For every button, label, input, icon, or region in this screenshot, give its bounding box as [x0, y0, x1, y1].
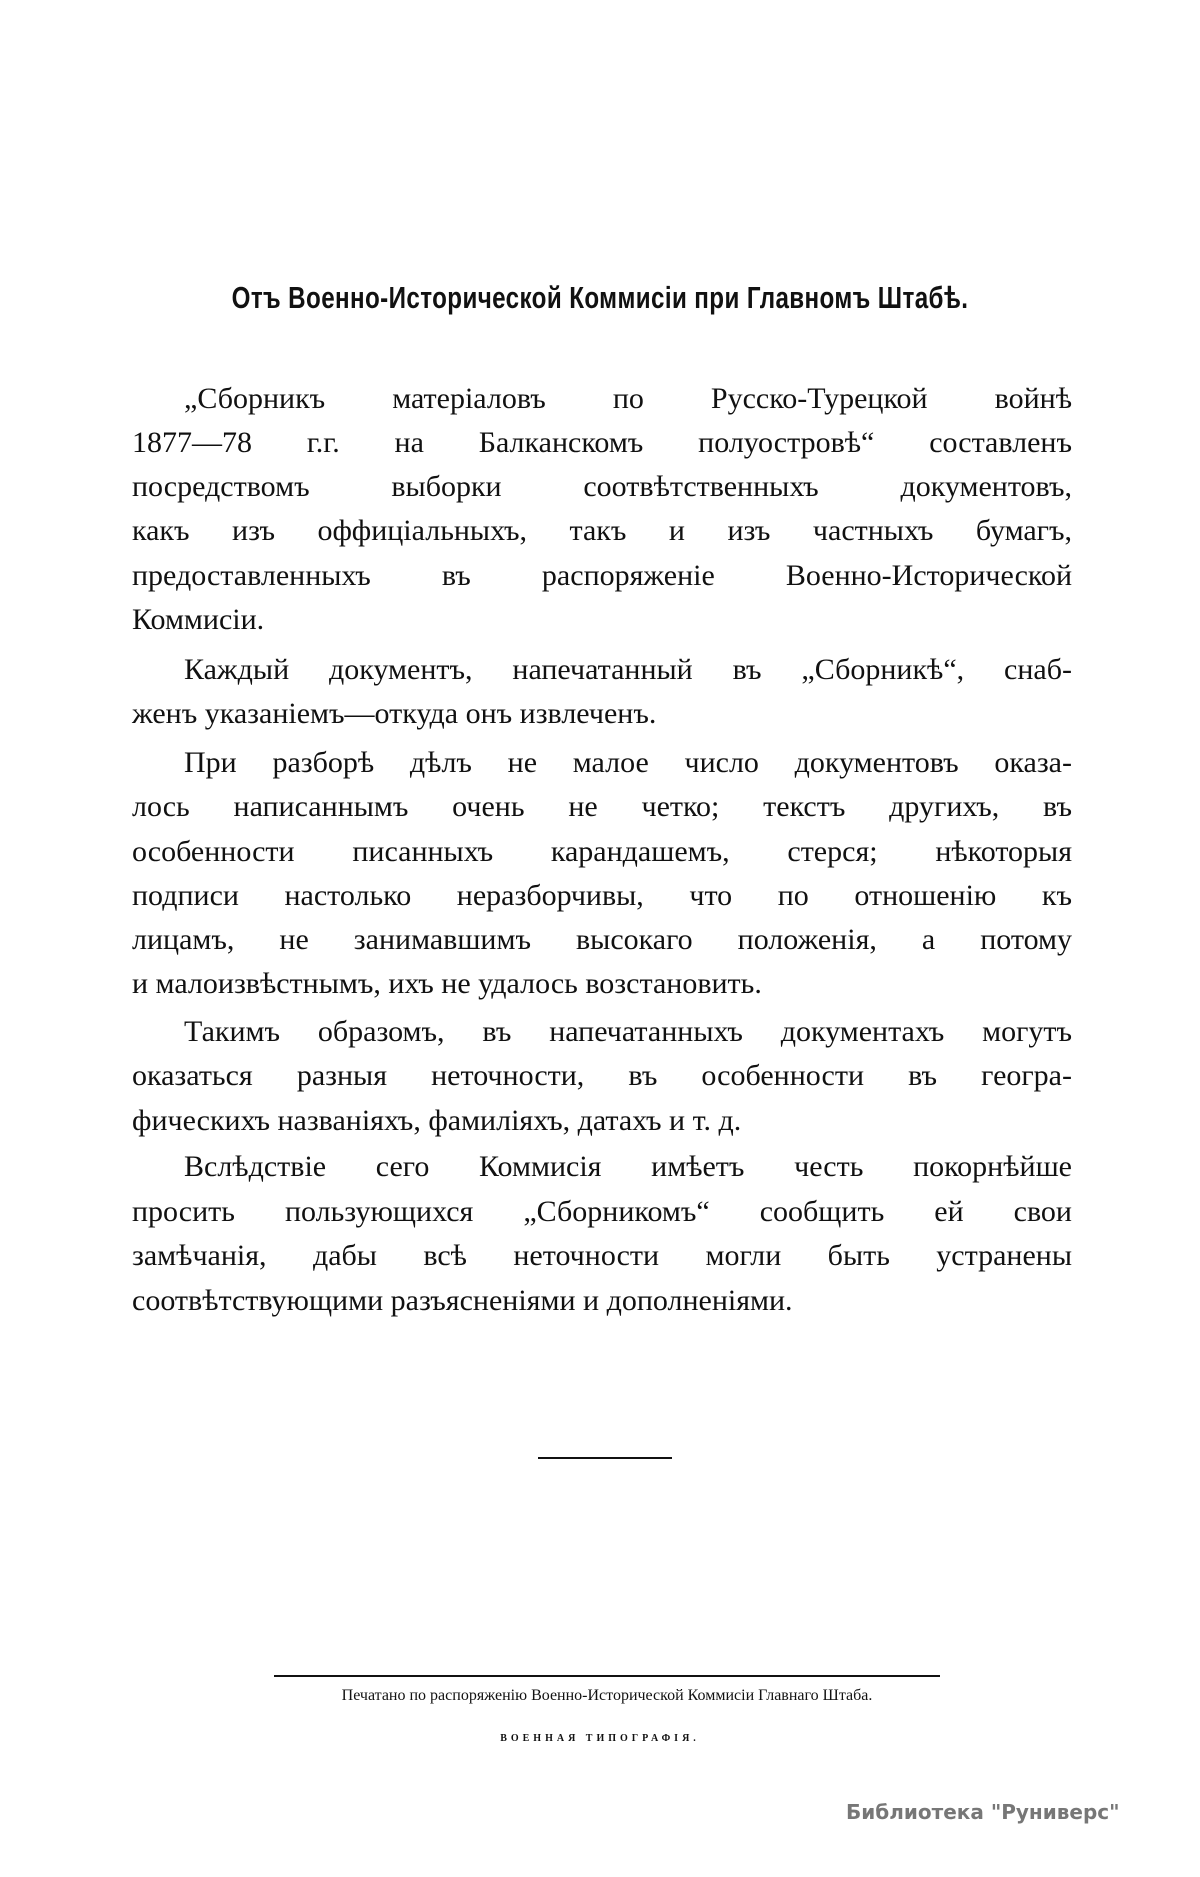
paragraph-4-line: Такимъ образомъ, въ напечатанныхъ документахъ могутъ	[184, 1015, 1072, 1048]
paragraph-1-line: посредствомъ выборки соотвѣтственныхъ документовъ,	[132, 470, 1072, 503]
paragraph-1-line: 1877—78 г.г. на Балканскомъ полуостровѣ“ составленъ	[132, 426, 1072, 459]
paragraph-5-line: просить пользующихся „Сборникомъ“ сообщить ей свои	[132, 1195, 1072, 1228]
footer-imprint: Печатано по распоряженію Военно-Исторической Коммисіи Главнаго Штаба.	[341, 1687, 873, 1704]
paragraph-2-line: Каждый документъ, напечатанный въ „Сборникѣ“, снаб-	[184, 653, 1072, 686]
paragraph-4-line: оказаться разныя неточности, въ особенности въ геогра-	[132, 1059, 1072, 1092]
footer-rule	[274, 1675, 940, 1677]
paragraph-1-line: какъ изъ оффиціальныхъ, такъ и изъ частныхъ бумагъ,	[132, 514, 1072, 547]
paragraph-1-line: предоставленныхъ въ распоряженіе Военно-Исторической	[132, 559, 1072, 592]
paragraph-1-line: „Сборникъ матеріаловъ по Русско-Турецкой войнѣ	[184, 382, 1072, 415]
footer-press: ВОЕННАЯ ТИПОГРАФІЯ.	[500, 1733, 700, 1744]
paragraph-1-line: Коммисіи.	[132, 603, 265, 636]
paragraph-3-line: лось написаннымъ очень не четко; текстъ другихъ, въ	[132, 790, 1072, 823]
paragraph-3-line: и малоизвѣстнымъ, ихъ не удалось возстановить.	[132, 967, 762, 1000]
paragraph-3-line: лицамъ, не занимавшимъ высокаго положенія, а потому	[132, 923, 1072, 956]
paragraph-5-line: соотвѣтствующими разъясненіями и дополненіями.	[132, 1284, 793, 1317]
paragraph-2-line: женъ указаніемъ—откуда онъ извлеченъ.	[132, 697, 657, 730]
paragraph-5-line: Вслѣдствіе сего Коммисія имѣетъ честь покорнѣйше	[184, 1150, 1072, 1183]
paragraph-3-line: особенности писанныхъ карандашемъ, стерся; нѣкоторыя	[132, 835, 1072, 868]
paragraph-3-line: При разборѣ дѣлъ не малое число документовъ оказа-	[184, 746, 1072, 779]
page-title: Отъ Военно-Исторической Коммисіи при Главномъ Штабѣ.	[231, 280, 969, 315]
paragraph-4-line: фическихъ названіяхъ, фамиліяхъ, датахъ и т. д.	[132, 1104, 742, 1137]
paragraph-3-line: подписи настолько неразборчивы, что по отношенію къ	[132, 879, 1072, 912]
section-divider	[538, 1457, 672, 1459]
paragraph-5-line: замѣчанія, дабы всѣ неточности могли быть устранены	[132, 1239, 1072, 1272]
library-watermark: Библиотека "Руниверс"	[846, 1800, 1120, 1824]
